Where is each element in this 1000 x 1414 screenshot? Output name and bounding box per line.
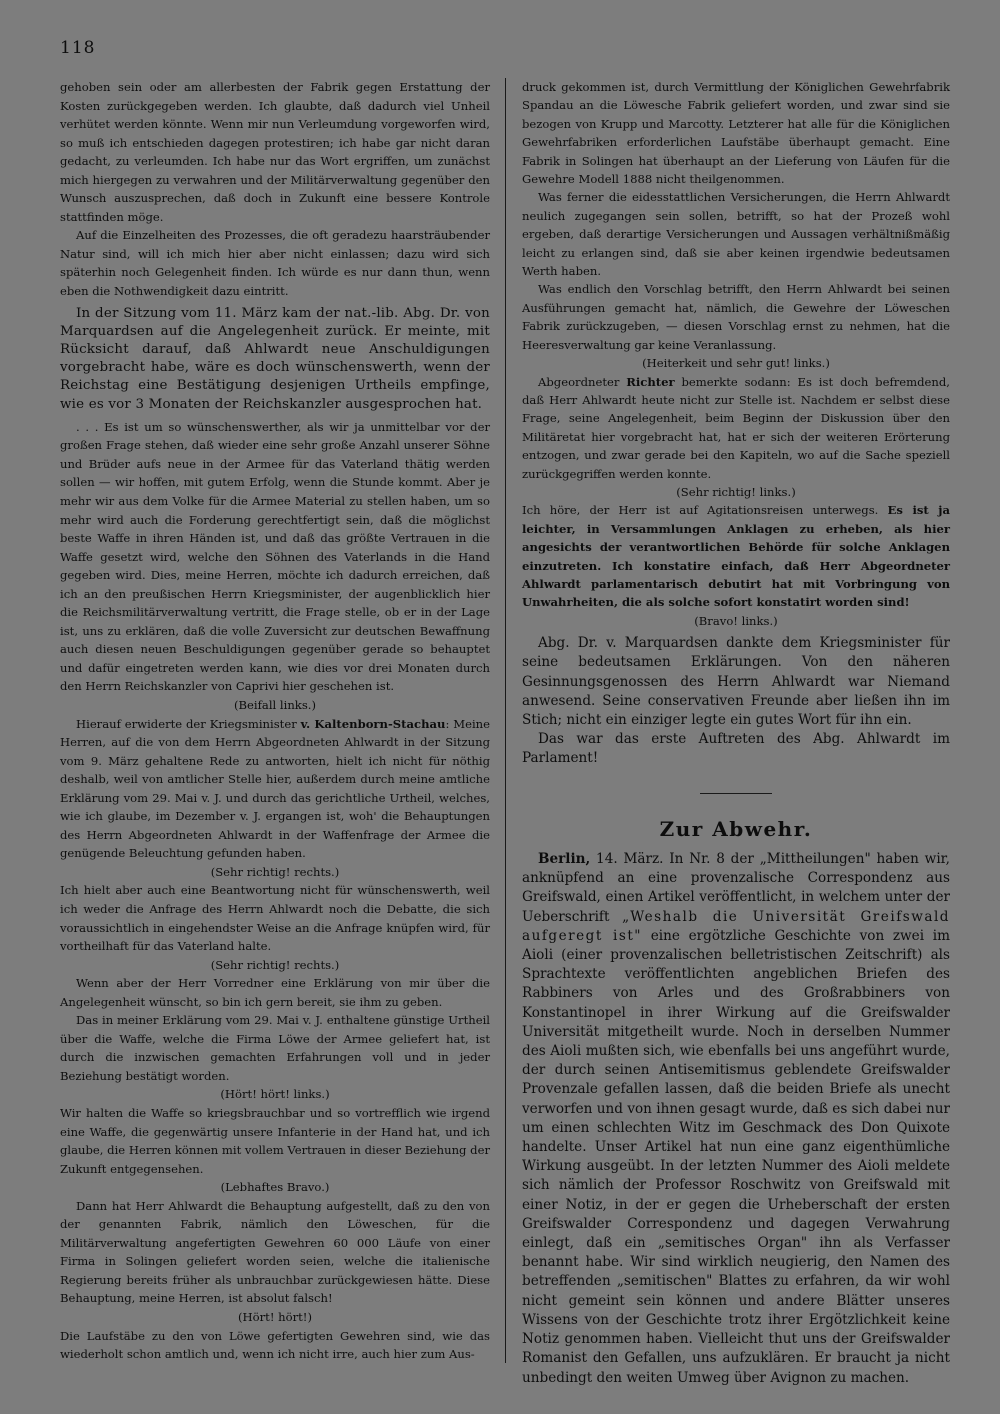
paragraph [60, 715, 490, 863]
article-title: „Weshalb die Universität Greifswald aufgeregt ist" [522, 908, 950, 944]
paragraph: Was ferner die eidesstattlichen Versicherungen, die Herrn Ahlwardt neulich zugegangen sein sollen, betrifft, so hat der Prozeß wohl ergeben, daß derartige Versicherungen und Aussagen verhältnißmäßig leicht zu erlangen sind, daß sie aber keinen irgendwie bedeutsamen Werth haben. [522, 190, 950, 279]
text-run: In Nr. 8 der „Mittheilungen" haben wir, anknüpfend an eine provenzalische Correspondenz aus Greifswald, einen Artikel veröffentlicht, in welchem unter der Ueberschrift [522, 851, 950, 925]
reaction-note: (Sehr richtig! links.) [676, 484, 796, 499]
paragraph: Abg. Dr. v. Marquardsen dankte dem Kriegsminister für seine bedeutsamen Erklärungen. Von den näheren Gesinnungsgenossen des Herrn Ahlwardt war Niemand anwesend. Seine conservativen Freunde aber ließen ihn im Stich; nicht ein einziger legte ein gutes Wort für ihn ein. [522, 635, 950, 728]
paragraph: gehoben sein oder am allerbesten der Fabrik gegen Erstattung der Kosten zurückgegeben werden. Ich glaubte, daß dadurch viel Unheil verhütet werden könnte. Wenn mir nun Verleumdung vorgeworfen wird, so muß ich entschieden dagegen protestiren; ich habe gar nicht daran gedacht, zu verleumden. Ich habe nur das Wort ergriffen, um zunächst mich hiergegen zu verwahren und der Militärverwaltung gegenüber den Wunsch auszusprechen, daß doch in Zukunft eine bessere Kontrole stattfinden möge. [60, 80, 490, 224]
right-column [522, 78, 950, 1388]
paragraph: Wir halten die Waffe so kriegsbrauchbar und so vortrefflich wie irgend eine Waffe, die gegenwärtig unsere Infanterie in der Hand hat, und ich glaube, die Herren können mit vollem Vertrauen in dieser Beziehung der Zukunft entgegensehen. [60, 1106, 490, 1176]
paragraph: Wenn aber der Herr Vorredner eine Erklärung von mir über die Angelegenheit wünscht, so bin ich gern bereit, sie ihm zu geben. [60, 976, 490, 1009]
left-column [60, 78, 490, 1364]
text-run: bemerkte sodann: Es ist doch befremdend, daß Herr Ahlwardt heute nicht zur Stelle ist. Nachdem er selbst diese Frage, seine Angelegenheit, beim Beginn der Diskussion über den Militäretat hier vorgebracht hat, hat er sich der weiteren Erörterung entzogen, und zwar gerade bei den Kapiteln, wo auf die Sache speziell zurückgegriffen werden konnte. [522, 374, 950, 481]
paragraph [522, 501, 950, 611]
paragraph: Was endlich den Vorschlag betrifft, den Herrn Ahlwardt bei seinen Ausführungen gemacht hat, nämlich, die Gewehre der Löweschen Fabrik zurückzugeben, — diesen Vorschlag ernst zu nehmen, hat die Heeresverwaltung gar keine Veranlassung. [522, 282, 950, 352]
paragraph [522, 850, 950, 1388]
reaction-note: (Heiterkeit und sehr gut! links.) [642, 356, 830, 371]
paragraph: Das war das erste Auftreten des Abg. Ahlwardt im Parlament! [522, 731, 950, 767]
emphasized-statement: Es ist ja leichter, in Versammlungen Anklagen zu erheben, als hier angesichts der verantwortlichen Behörde für solche Anklagen einzutreten. Ich konstatire einfach, daß Herr Abgeordneter Ahlwardt parlamentarisch debutirt hat mit Vorbringung von Unwahrheiten, die als solche sofort konstatirt worden sind! [522, 503, 950, 610]
text-run: Hierauf erwiderte der Kriegsminister [76, 716, 301, 731]
page-number: 118 [60, 38, 96, 58]
reaction-note: (Hört! hört!) [238, 1310, 312, 1325]
paragraph [522, 373, 950, 483]
reaction-note: (Bravo! links.) [694, 613, 778, 628]
paragraph: Auf die Einzelheiten des Prozesses, die oft geradezu haarsträubender Natur sind, will ich mich hier aber nicht einlassen; dazu wird sich späterhin noch Gelegenheit finden. Ich würde es nur dann thun, wenn eben die Nothwendigkeit dazu eintritt. [60, 228, 490, 299]
paragraph: druck gekommen ist, durch Vermittlung der Königlichen Gewehrfabrik Spandau an die Löwesche Fabrik geliefert worden, und zwar sind sie bezogen von Krupp und Marcotty. Letzterer hat alle für die Königlichen Gewehrfabriken erforderlichen Laufstäbe überhaupt gemacht. Eine Fabrik in Solingen hat überhaupt an der Lieferung von Läufen für die Gewehre Modell 1888 nicht theilgenommen. [522, 80, 950, 187]
dateline-date: 14. März. [590, 851, 670, 868]
paragraph: Die Laufstäbe zu den von Löwe gefertigten Gewehren sind, wie das wiederholt schon amtlich und, wenn ich nicht irre, auch hier zum Aus- [60, 1328, 490, 1362]
reaction-note: (Lebhaftes Bravo.) [220, 1180, 330, 1195]
reaction-note: (Sehr richtig! rechts.) [210, 957, 340, 972]
text-run: Ich höre, der Herr ist auf Agitationsreisen unterwegs. [522, 503, 888, 518]
column-divider [505, 78, 506, 1363]
text-run: Abgeordneter [538, 374, 627, 389]
text-run: eine ergötzliche Geschichte von zwei im Aioli (einer provenzalischen belletristischen Zeitschrift) als Sprachtexte veröffentlichten angeblichen Briefen des Rabbiners von Arles und des Großrabbiners von Konstantinopel in ihrer Wirkung auf die Greifswalder Universität mitgetheilt wurde. Noch in derselben Nummer des Aioli mußten sich, wie ebenfalls bei uns angeführt wurde, der durch seinen Antisemitismus geblendete Greifswalder Provenzale gefallen lassen, daß die beiden Briefe als unecht verworfen und von ihnen gesagt wurde, daß es sich dabei nur um einen schlechten Witz im Geschmack des Don Quixote handelte. Unser Artikel hat nun eine ganz eigenthümliche Wirkung ausgeübt. In der letzten Nummer des Aioli meldete sich nämlich der Professor Roschwitz von Greifswald mit einer Notiz, in der er gegen die Urheberschaft der ersten Greifswalder Correspondenz und dagegen Verwahrung einlegt, daß ein „semitisches Organ" ihn als Verfasser benannt habe. Wir sind wirklich neugierig, den Namen des betreffenden „semitischen" Blattes zu erfahren, da wir wohl nicht gemeint sein können und andere Blätter unseres Wissens von der Geschichte trotz ihrer Ergötzlichkeit keine Notiz genommen haben. Vielleicht thut uns der Greifswalder Romanist den Gefallen, uns aufzuklären. Er braucht ja nicht unbedingt den weiten Umweg über Avignon zu machen. [522, 927, 950, 1386]
dateline-place: Berlin, [538, 851, 591, 868]
paragraph: . . . Es ist um so wünschenswerther, als wir ja unmittelbar vor der großen Frage stehen, daß wieder eine sehr große Anzahl unserer Söhne und Brüder aufs neue in der Armee für das Vaterland thätig werden sollen — wir hoffen, mit gutem Erfolg, wenn die Stunde kommt. Aber je mehr wir aus dem Volke für die Armee Material zu stellen haben, um so mehr wird auch die Forderung gerechtfertigt sein, daß die möglichst beste Waffe in ihren Händen ist, und daß das größte Vertrauen in die Waffe gesetzt wird, welche den Söhnen des Vaterlands in die Hand gegeben wird. Dies, meine Herren, möchte ich dadurch erreichen, daß ich an den preußischen Herrn Kriegsminister, der augenblicklich hier die Reichsmilitärverwaltung vertritt, die Frage stelle, ob er in der Lage ist, uns zu erklären, daß die volle Zuversicht zur deutschen Bewaffnung auch diesen neuen Beschuldigungen gegenüber gerade so behauptet und dafür eingetreten werden kann, wie dies vor drei Monaten durch den Herrn Reichskanzler von Caprivi hier geschehen ist. [60, 419, 490, 694]
speaker-name: Richter [626, 374, 675, 389]
section-separator [700, 793, 772, 794]
section-title: Zur Abwehr. [659, 816, 813, 841]
speaker-name: v. Kaltenborn-Stachau [300, 716, 446, 731]
reaction-note: (Sehr richtig! rechts.) [210, 864, 340, 879]
paragraph: Das in meiner Erklärung vom 29. Mai v. J. enthaltene günstige Urtheil über die Waffe, welche die Firma Löwe der Armee geliefert hat, ist durch die inzwischen gemachten Erfahrungen voll und in jeder Beziehung bestätigt worden. [60, 1013, 490, 1083]
paragraph: Ich hielt aber auch eine Beantwortung nicht für wünschenswerth, weil ich weder die Anfrage des Herrn Ahlwardt noch die Debatte, die sich voraussichtlich in eingehendster Weise an die Anfrage knüpfen wird, für vortheilhaft für das Vaterland halte. [60, 883, 490, 954]
paragraph: Dann hat Herr Ahlwardt die Behauptung aufgestellt, daß zu den von der genannten Fabrik, nämlich den Löweschen, für die Militärverwaltung angefertigten Gewehren 60 000 Läufe von einer Firma in Solingen geliefert worden seien, welche die italienische Regierung bereits früher als unbrauchbar zurückgewiesen hätte. Diese Behauptung, meine Herren, ist absolut falsch! [60, 1198, 490, 1306]
session-lead-in: In der Sitzung vom 11. März kam der nat.-lib. Abg. Dr. von Marquardsen auf die Angelegenheit zurück. Er meinte, mit Rücksicht darauf, daß Ahlwardt neue Anschuldigungen vorgebracht habe, wäre es doch wünschenswerth, wenn der Reichstag eine Bestätigung desjenigen Urtheils empfinge, wie es vor 3 Monaten der Reichskanzler ausgesprochen hat. [60, 305, 490, 412]
text-run: : Meine Herren, auf die von dem Herrn Abgeordneten Ahlwardt in der Sitzung vom 9. März gehaltene Rede zu antworten, hielt ich nicht für nöthig deshalb, weil von amtlicher Stelle hier, außerdem durch meine amtliche Erklärung vom 29. Mai v. J. und durch das gerichtliche Urtheil, welches, wie ich glaube, im Dezember v. J. ergangen ist, woh' die Behauptungen des Herrn Abgeordneten Ahlwardt in der Waffenfrage der Armee die genügende Beleuchtung gefunden haben. [60, 716, 490, 861]
reaction-note: (Beifall links.) [234, 697, 316, 712]
reaction-note: (Hört! hört! links.) [220, 1087, 330, 1102]
